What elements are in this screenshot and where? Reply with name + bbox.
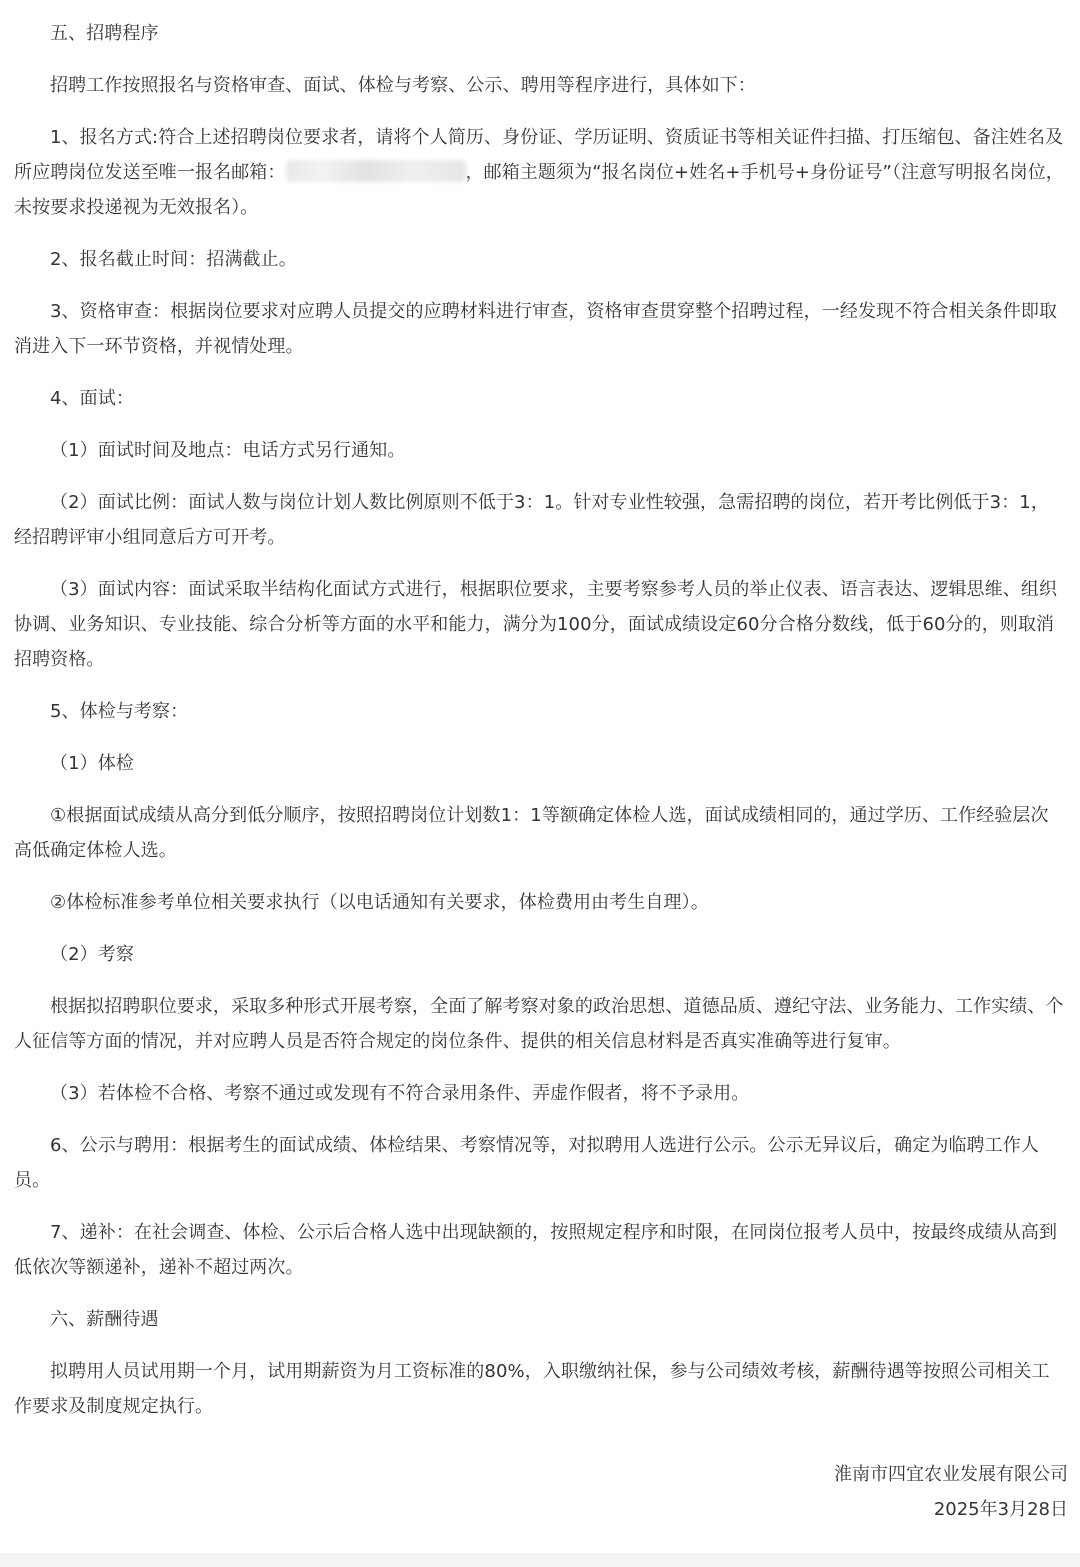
- section-5-title: 五、招聘程序: [50, 23, 159, 44]
- item-5-1-physical: （1）体检: [50, 753, 134, 774]
- item-5-1-a: ①根据面试成绩从高分到低分顺序，按照招聘岗位计划数1：1等额确定体检人选，面试成绩相同的，通过学历、工作经验层次高低确定体检人选。: [14, 805, 1049, 861]
- redacted-email: [286, 160, 466, 182]
- item-4-2-ratio: （2）面试比例：面试人数与岗位计划人数比例原则不低于3：1。针对专业性较强，急需招聘的岗位，若开考比例低于3：1，经招聘评审小组同意后方可开考。: [14, 492, 1049, 548]
- item-1-registration: [14, 120, 1066, 225]
- item-5-2-inspection: （2）考察: [50, 944, 134, 965]
- item-5-3: （3）若体检不合格、考察不通过或发现有不符合录用条件、弄虚作假者，将不予录用。: [50, 1083, 750, 1104]
- item-2-deadline: 2、报名截止时间：招满截止。: [50, 249, 297, 270]
- company-signature: 淮南市四宜农业发展有限公司: [834, 1464, 1068, 1485]
- item-5-1-b: ②体检标准参考单位相关要求执行（以电话通知有关要求，体检费用由考生自理）。: [50, 892, 709, 913]
- item-5-exam: 5、体检与考察：: [50, 701, 189, 722]
- item-4-interview: 4、面试：: [50, 388, 134, 409]
- salary-text: 拟聘用人员试用期一个月，试用期薪资为月工资标准的80%，入职缴纳社保，参与公司绩效考核，薪酬待遇等按照公司相关工作要求及制度规定执行。: [14, 1361, 1050, 1417]
- signature-date: 2025年3月28日: [933, 1499, 1068, 1520]
- item-1-text-after: ，邮箱主题须为“报名岗位+姓名+手机号+身份证号”（注意写明报名岗位，未按要求投递视为无效报名）。: [14, 162, 1064, 218]
- bottom-bar: [0, 1553, 1080, 1567]
- item-7-supplement: 7、递补：在社会调查、体检、公示后合格人选中出现缺额的，按照规定程序和时限，在同岗位报考人员中，按最终成绩从高到低依次等额递补，递补不超过两次。: [14, 1222, 1058, 1278]
- section-6-title: 六、薪酬待遇: [50, 1309, 159, 1330]
- item-6-publicity: 6、公示与聘用：根据考生的面试成绩、体检结果、考察情况等，对拟聘用人选进行公示。公示无异议后，确定为临聘工作人员。: [14, 1135, 1039, 1191]
- item-1-text-before: 1、报名方式:符合上述招聘岗位要求者，请将个人简历、身份证、学历证明、资质证书等相关证件扫描、打压缩包、备注姓名及所应聘岗位发送至唯一报名邮箱：: [14, 127, 1064, 183]
- item-4-3-content: （3）面试内容：面试采取半结构化面试方式进行，根据职位要求，主要考察参考人员的举止仪表、语言表达、逻辑思维、组织协调、业务知识、专业技能、综合分析等方面的水平和能力，满分为100分，面试成绩设定60分合格分数线，低于60分的，则取消招聘资格。: [14, 579, 1058, 670]
- procedure-intro: 招聘工作按照报名与资格审查、面试、体检与考察、公示、聘用等程序进行，具体如下：: [50, 75, 756, 96]
- item-3-qualification: 3、资格审查：根据岗位要求对应聘人员提交的应聘材料进行审查，资格审查贯穿整个招聘过程，一经发现不符合相关条件即取消进入下一环节资格，并视情处理。: [14, 301, 1058, 357]
- item-5-2-text: 根据拟招聘职位要求，采取多种形式开展考察，全面了解考察对象的政治思想、道德品质、遵纪守法、业务能力、工作实绩、个人征信等方面的情况，并对应聘人员是否符合规定的岗位条件、提供的相关信息材料是否真实准确等进行复审。: [14, 996, 1064, 1052]
- item-4-1-time-place: （1）面试时间及地点：电话方式另行通知。: [50, 440, 406, 461]
